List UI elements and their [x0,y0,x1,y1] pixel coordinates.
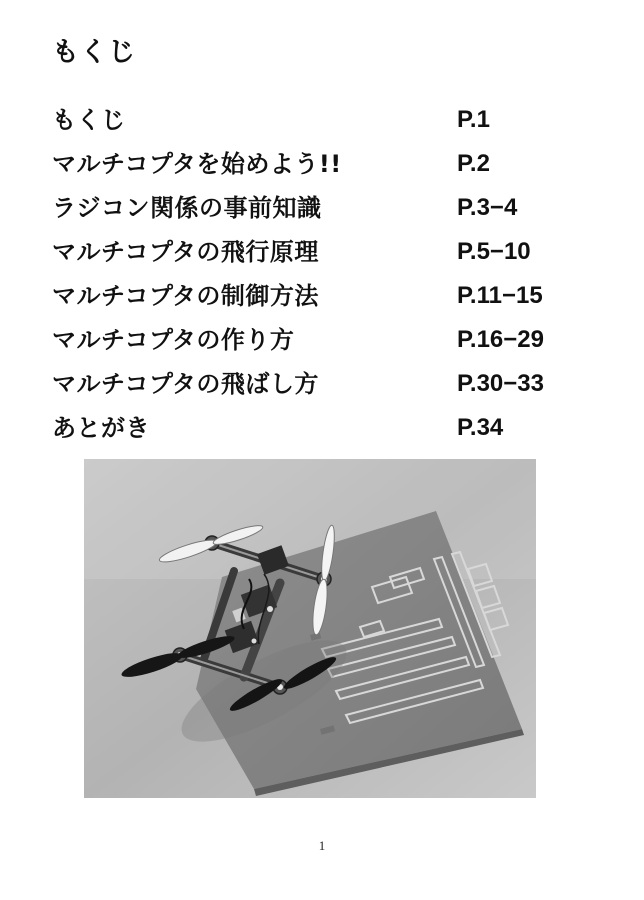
toc-entry-getting-started[interactable] [52,142,572,186]
toc-entry-page: P.5−10 [457,238,531,265]
page-number: 1 [318,838,326,853]
toc-entry-title: もくじ [52,106,126,134]
multicopter-photo [84,459,536,798]
toc-entry-title: マルチコプタの飛ばし方 [52,370,319,398]
table-of-contents [52,98,572,450]
multicopter-photo-illustration [84,459,536,798]
toc-entry-title: ラジコン関係の事前知識 [52,194,322,222]
toc-entry-title: マルチコプタの作り方 [52,326,295,354]
toc-entry-contents[interactable] [52,98,572,142]
toc-entry-title: マルチコプタの飛行原理 [52,238,319,266]
toc-entry-page: P.1 [457,106,490,133]
toc-entry-title: マルチコプタの制御方法 [52,282,319,310]
toc-entry-page: P.30−33 [457,370,544,397]
toc-entry-page: P.34 [457,414,504,441]
toc-entry-title: マルチコプタを始めよう!! [52,150,342,178]
toc-entry-control-methods[interactable] [52,274,572,318]
page-title: もくじ [52,37,136,68]
toc-entry-how-to-build[interactable] [52,318,572,362]
toc-entry-title: あとがき [52,414,150,442]
toc-entry-rc-knowledge[interactable] [52,186,572,230]
toc-entry-flight-principles[interactable] [52,230,572,274]
toc-entry-page: P.3−4 [457,194,518,221]
toc-entry-page: P.11−15 [457,282,543,309]
toc-entry-page: P.2 [457,150,490,177]
toc-entry-how-to-fly[interactable] [52,362,572,406]
toc-entry-page: P.16−29 [457,326,544,353]
toc-entry-afterword[interactable] [52,406,572,450]
